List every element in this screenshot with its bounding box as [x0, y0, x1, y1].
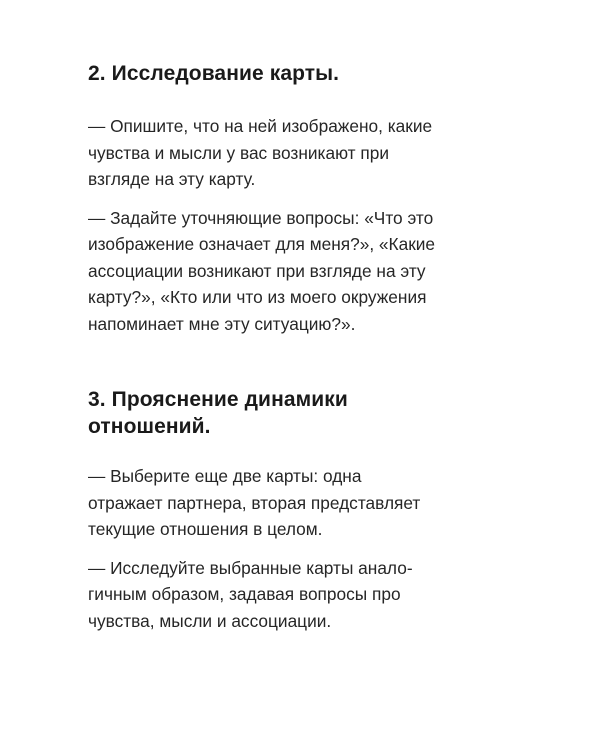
- text-line: чувства и мысли у вас возникают при: [88, 142, 389, 163]
- text-line: — Опишите, что на ней изображено, какие: [88, 116, 433, 136]
- text-line: изображение означает для меня?», «Какие: [88, 234, 436, 254]
- text-line: — Исследуйте выбранные карты анало-: [88, 557, 413, 578]
- section-heading: [88, 60, 528, 87]
- text-line: карту?», «Кто или что из моего окружения: [88, 287, 427, 307]
- paragraph-describe-card: [88, 113, 528, 193]
- text-line: отражает партнера, вторая представляет: [88, 492, 421, 513]
- section-heading: [88, 386, 528, 440]
- section-relationship-dynamics: [88, 386, 528, 634]
- text-line: ассоциации возникают при взгляде на эту: [88, 260, 426, 281]
- text-line: — Выберите еще две карты: одна: [88, 466, 362, 486]
- text-line: чувства, мысли и ассоциации.: [88, 610, 332, 631]
- text-line: гичным образом, задавая вопросы про: [88, 584, 401, 604]
- heading-line: отношений.: [88, 415, 211, 438]
- section-card-exploration: [88, 60, 528, 337]
- paragraph-clarifying-questions: [88, 205, 528, 338]
- paragraph-explore-cards: [88, 555, 528, 635]
- heading-line: 3. Прояснение динамики: [88, 388, 348, 411]
- paragraph-choose-cards: [88, 463, 528, 543]
- heading-line: 2. Исследование карты.: [88, 62, 340, 85]
- text-line: текущие отношения в целом.: [88, 519, 323, 539]
- text-line: напоминает мне эту ситуацию?».: [88, 313, 356, 334]
- text-line: взгляде на эту карту.: [88, 169, 256, 189]
- text-line: — Задайте уточняющие вопросы: «Что это: [88, 207, 434, 228]
